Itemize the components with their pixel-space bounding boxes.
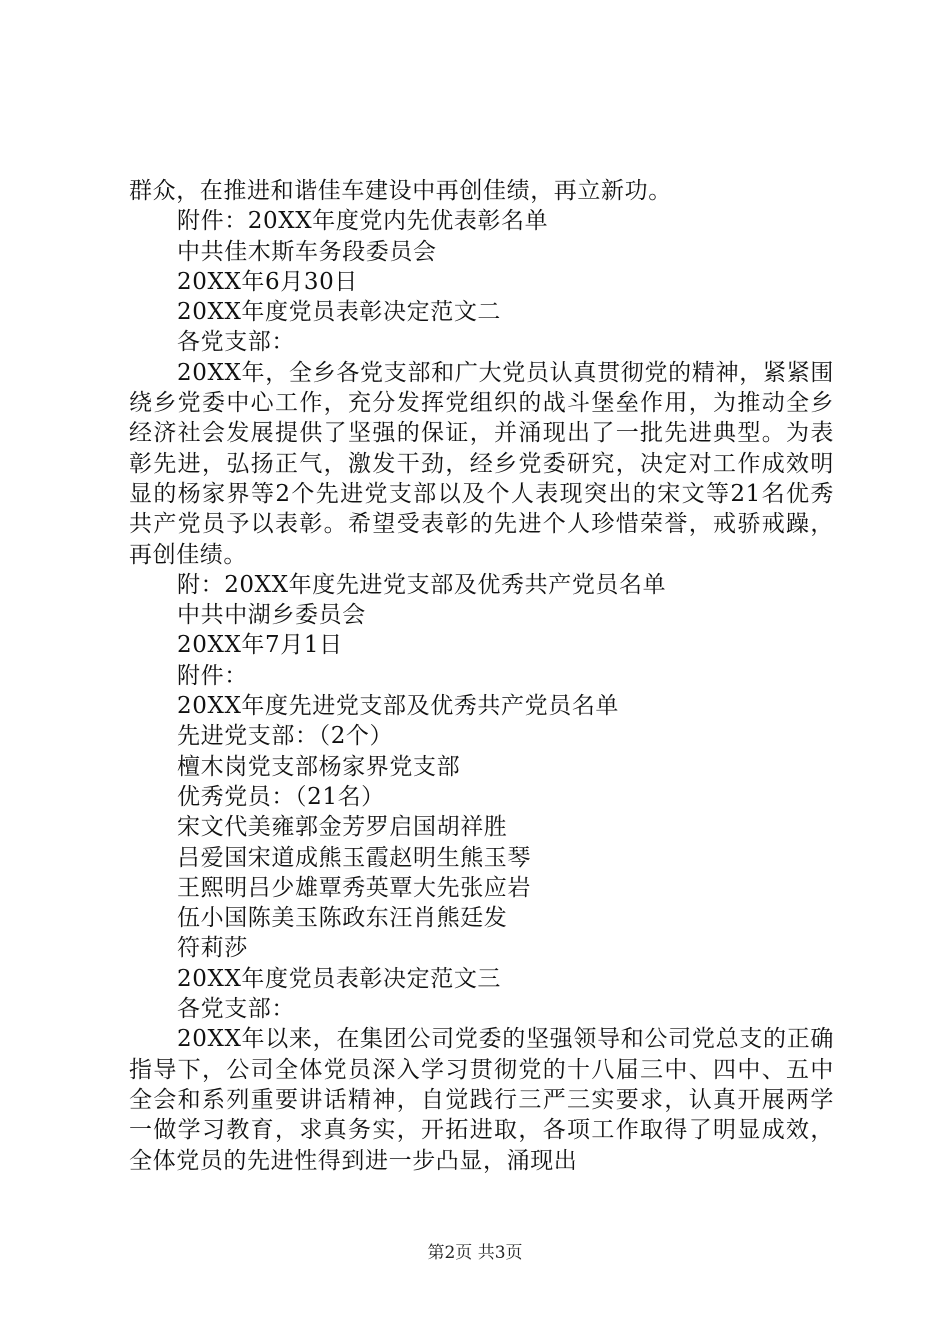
section-title: 20XX年度党员表彰决定范文二: [177, 299, 502, 326]
list-item: 檀木岗党支部杨家界党支部: [177, 753, 461, 780]
list-title: 20XX年度先进党支部及优秀共产党员名单: [177, 693, 620, 720]
list-item: 王熙明吕少雄覃秀英覃大先张应岩: [177, 874, 531, 901]
body-paragraph: 20XX年以来，在集团公司党委的坚强领导和公司党总支的正确指导下，公司全体党员深入学习贯彻党的十八届三中、四中、五中全会和系列重要讲话精神，自觉践行三严三实要求，认真开展两学一做学习教育，求真务实，开拓进取，各项工作取得了明显成效，全体党员的先进性得到进一步凸显，涌现出: [129, 1026, 834, 1174]
document-body: [129, 176, 834, 1176]
list-item: 符莉莎: [177, 935, 248, 962]
salutation: 各党支部：: [177, 329, 295, 356]
signature-date: 20XX年7月1日: [177, 632, 343, 659]
salutation: 各党支部：: [177, 996, 295, 1023]
attachment-line: 附：20XX年度先进党支部及优秀共产党员名单: [177, 571, 667, 598]
attachment-heading: 附件：: [177, 662, 248, 689]
body-paragraph: 20XX年，全乡各党支部和广大党员认真贯彻党的精神，紧紧围绕乡党委中心工作，充分发挥党组织的战斗堡垒作用，为推动全乡经济社会发展提供了坚强的保证，并涌现出了一批先进典型。为表彰先进，弘扬正气，激发干劲，经乡党委研究，决定对工作成效明显的杨家界等2个先进党支部以及个人表现突出的宋文等21名优秀共产党员予以表彰。希望受表彰的先进个人珍惜荣誉，戒骄戒躁，再创佳绩。: [129, 359, 834, 568]
list-item: 宋文代美雍郭金芳罗启国胡祥胜: [177, 814, 508, 841]
page-footer: [0, 1242, 950, 1264]
page-number: 第2页 共3页: [427, 1243, 523, 1263]
list-item: 吕爱国宋道成熊玉霞赵明生熊玉琴: [177, 844, 531, 871]
section-title: 20XX年度党员表彰决定范文三: [177, 965, 502, 992]
list-subheading: 优秀党员：（21名）: [177, 783, 385, 810]
signature-org: 中共中湖乡委员会: [177, 602, 366, 629]
paragraph-continuation: 群众，在推进和谐佳车建设中再创佳绩，再立新功。: [129, 178, 672, 204]
signature-org: 中共佳木斯车务段委员会: [177, 238, 437, 265]
list-item: 伍小国陈美玉陈政东汪肖熊廷发: [177, 905, 508, 932]
attachment-line: 附件：20XX年度党内先优表彰名单: [177, 208, 549, 235]
list-subheading: 先进党支部：（2个）: [177, 723, 394, 750]
signature-date: 20XX年6月30日: [177, 268, 358, 295]
